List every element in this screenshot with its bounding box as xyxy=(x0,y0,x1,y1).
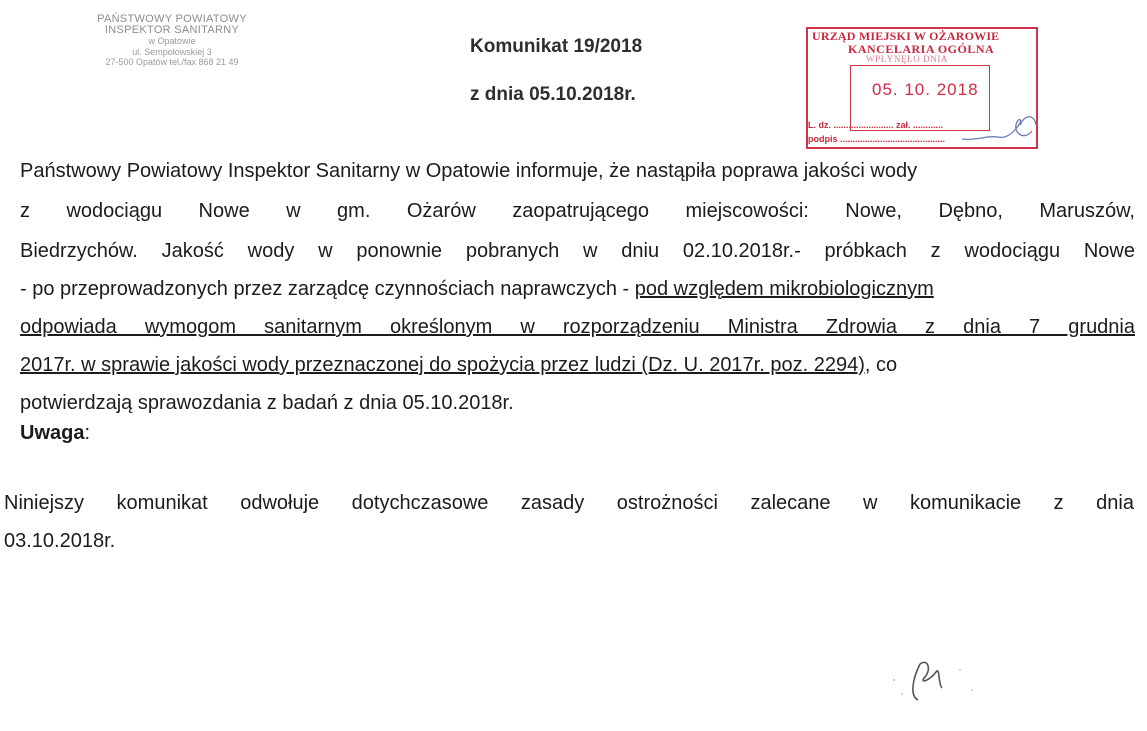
body-line3: Biedrzychów. Jakość wody w ponownie pobranych w dniu 02.10.2018r.- próbkach z wodociągu Nowe xyxy=(20,240,1135,262)
office-receipt-stamp xyxy=(806,27,1038,149)
office-stamp-ldz: L. dz. ........................ zał. ............ xyxy=(808,120,944,130)
office-stamp-line1: URZĄD MIEJSKI W OŻAROWIE xyxy=(812,29,1000,43)
body-line2: z wodociągu Nowe w gm. Ożarów zaopatrującego miejscowości: Nowe, Dębno, Maruszów, xyxy=(20,200,1135,222)
uwaga-label: Uwaga xyxy=(20,422,85,444)
body-line4-plain: - po przeprowadzonych przez zarządcę czynnościach naprawczych - xyxy=(20,278,635,300)
office-stamp-podpis: podpis .......................................... xyxy=(808,134,946,144)
body-line1: Państwowy Powiatowy Inspektor Sanitarny w Opatowie informuje, że nastąpiła poprawa jakości wody xyxy=(20,160,918,182)
uwaga-heading xyxy=(20,414,1135,452)
body-line6-plain: co xyxy=(870,354,898,376)
uwaga-colon: : xyxy=(84,422,91,444)
body-line7: potwierdzają sprawozdania z badań z dnia 05.10.2018r. xyxy=(20,392,514,414)
sender-stamp-line5: 27-500 Opatów tel./fax 868 21 49 xyxy=(105,57,239,67)
office-stamp-line2: KANCELARIA OGÓLNA xyxy=(848,42,995,56)
note-paragraph xyxy=(4,484,1134,560)
sender-stamp-line2: INSPEKTOR SANITARNY xyxy=(104,24,240,36)
sender-stamp-line4: ul. Sempołowskiej 3 xyxy=(132,46,212,57)
office-stamp-line3: WPŁYNĘŁO DNIA xyxy=(866,54,949,64)
body-line4 xyxy=(20,270,1135,308)
title-line2: z dnia 05.10.2018r. xyxy=(470,84,636,105)
body-line4-underlined: pod względem mikrobiologicznym xyxy=(634,278,934,300)
body-line6-underlined: 2017r. w sprawie jakości wody przeznaczonej do spożycia przez ludzi (Dz. U. 2017r. poz. 2294), xyxy=(20,354,871,376)
document-title xyxy=(470,36,710,106)
body-line6 xyxy=(20,346,1135,384)
handwritten-signature-icon xyxy=(880,650,990,710)
main-body xyxy=(20,150,1135,454)
office-stamp-date: 05. 10. 2018 xyxy=(872,80,979,99)
note-line1: Niniejszy komunikat odwołuje dotychczasowe zasady ostrożności zalecane w komunikacie z dnia xyxy=(4,492,1134,514)
stamp-signature-icon xyxy=(958,111,1038,151)
note-line2: 03.10.2018r. xyxy=(4,530,116,552)
sender-stamp-line1: PAŃSTWOWY POWIATOWY xyxy=(97,13,247,25)
sender-stamp-line3: w Opatowie xyxy=(148,36,196,46)
title-line1: Komunikat 19/2018 xyxy=(470,36,643,57)
sender-stamp xyxy=(72,14,272,68)
body-line5: odpowiada wymogom sanitarnym określonym w rozporządzeniu Ministra Zdrowia z dnia 7 grudnia xyxy=(20,316,1135,338)
